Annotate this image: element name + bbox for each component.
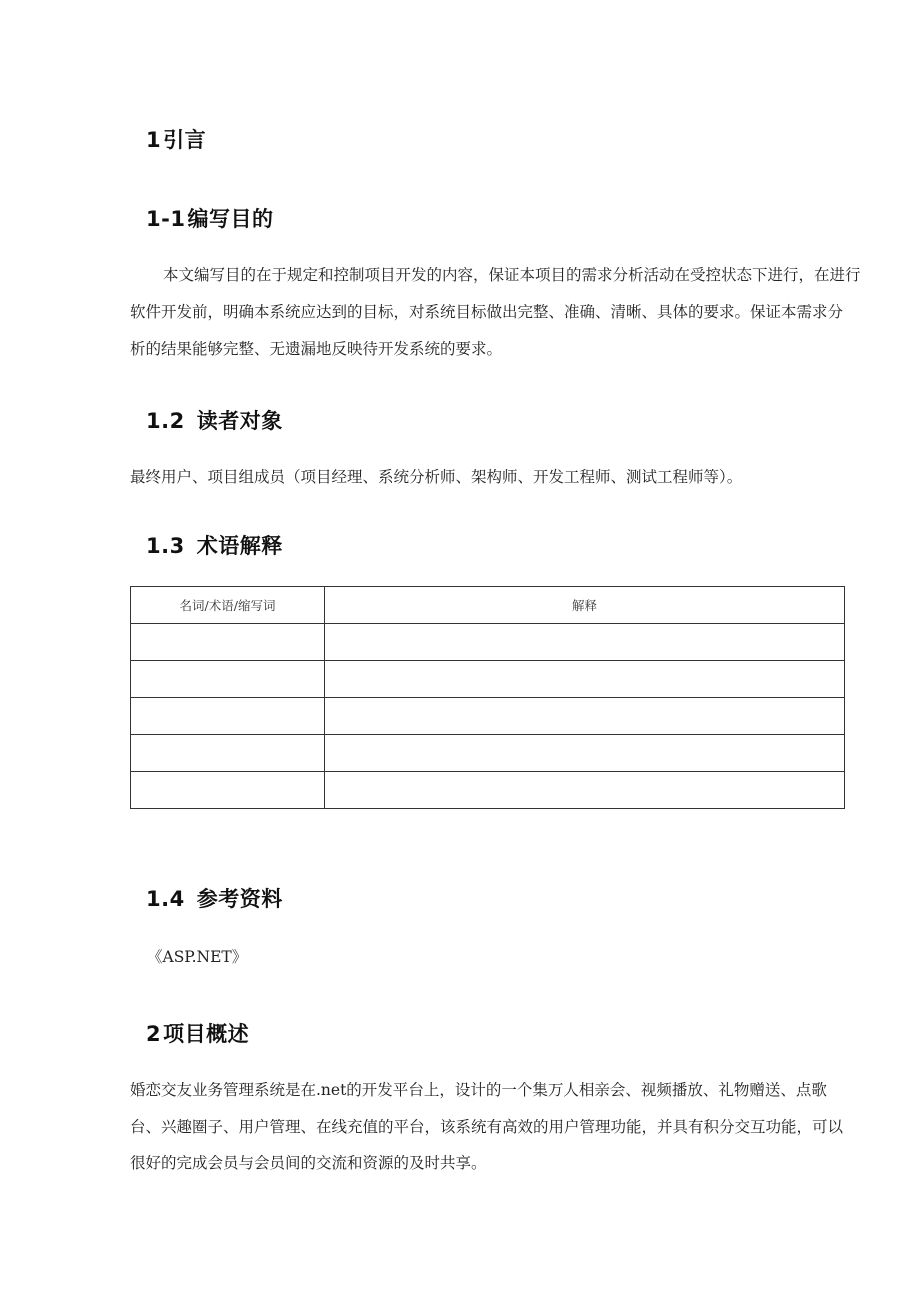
table-cell-explanation [325, 772, 845, 809]
table-header-row [131, 587, 845, 624]
table-cell-term [131, 735, 325, 772]
table-row [131, 698, 845, 735]
heading-number: 1.3 [146, 534, 185, 558]
audience-text: 最终用户、项目组成员（项目经理、系统分析师、架构师、开发工程师、测试工程师等）。 [130, 468, 743, 486]
table-cell-term [131, 661, 325, 698]
heading-overview [146, 1018, 249, 1048]
heading-number: 1 [146, 128, 162, 152]
table-cell-term [131, 772, 325, 809]
column-header-explanation: 解释 [325, 587, 845, 624]
overview-paragraph-line-2: 台、兴趣圈子、用户管理、在线充值的平台，该系统有高效的用户管理功能，并具有积分交互功能，可以 [130, 1118, 844, 1136]
heading-number: 1-1 [146, 207, 186, 231]
heading-references [146, 883, 283, 913]
heading-number: 2 [146, 1022, 162, 1046]
heading-number: 1.4 [146, 887, 185, 911]
glossary-table [130, 586, 845, 809]
table-cell-term [131, 624, 325, 661]
table-cell-explanation [325, 735, 845, 772]
heading-title: 引言 [163, 128, 207, 152]
table-row [131, 624, 845, 661]
overview-paragraph-line-1: 婚恋交友业务管理系统是在.net的开发平台上，设计的一个集万人相亲会、视频播放、礼物赠送、点歌 [130, 1081, 827, 1099]
table-cell-explanation [325, 661, 845, 698]
table-cell-explanation [325, 698, 845, 735]
table-row [131, 661, 845, 698]
heading-purpose [146, 203, 273, 233]
heading-glossary [146, 530, 283, 560]
heading-title: 项目概述 [163, 1022, 250, 1046]
column-header-term: 名词/术语/缩写词 [131, 587, 325, 624]
table-cell-explanation [325, 624, 845, 661]
heading-number: 1.2 [146, 409, 185, 433]
table-row [131, 735, 845, 772]
overview-paragraph-line-3: 很好的完成会员与会员间的交流和资源的及时共享。 [130, 1154, 487, 1172]
heading-title: 术语解释 [196, 534, 283, 558]
purpose-paragraph-line-2: 软件开发前，明确本系统应达到的目标，对系统目标做出完整、准确、清晰、具体的要求。保证本需求分 [130, 303, 844, 321]
heading-title: 读者对象 [196, 409, 283, 433]
table-cell-term [131, 698, 325, 735]
heading-intro [146, 124, 206, 154]
table-row [131, 772, 845, 809]
heading-title: 参考资料 [196, 887, 283, 911]
heading-audience [146, 405, 283, 435]
references-text: 《ASP.NET》 [147, 948, 248, 966]
purpose-paragraph-line-1: 本文编写目的在于规定和控制项目开发的内容，保证本项目的需求分析活动在受控状态下进行，在进行 [163, 266, 861, 284]
heading-title: 编写目的 [187, 207, 274, 231]
purpose-paragraph-line-3: 析的结果能够完整、无遗漏地反映待开发系统的要求。 [130, 340, 503, 358]
